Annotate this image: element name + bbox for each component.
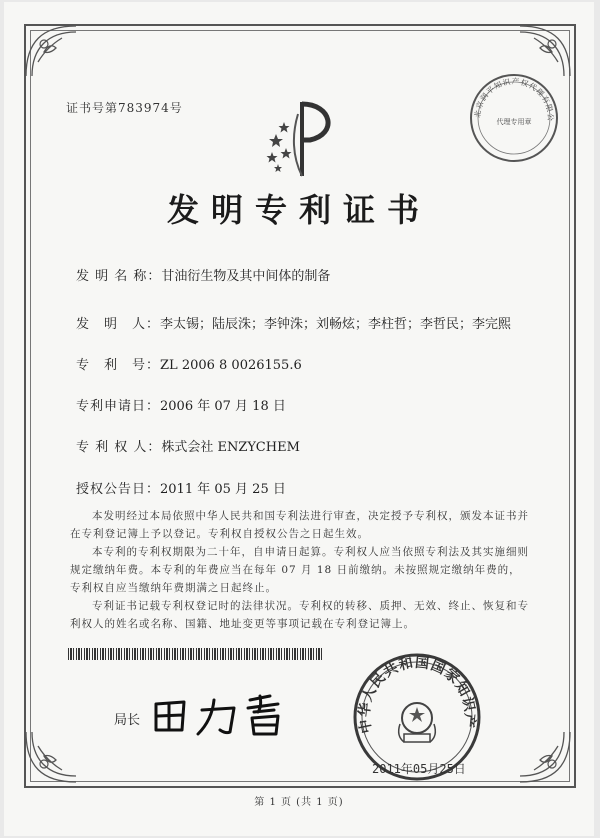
field-label: 专 利 号： xyxy=(76,358,161,373)
body-paragraph: 本专利的专利权期限为二十年，自申请日起算。专利权人应当依照专利法及其实施细则规定缴纳年费。本专利的年费应当在每年 07 月 18 日前缴纳。未按照规定缴纳年费的，专利权自应当缴纳年费期满之日起终止。 xyxy=(70,546,529,594)
field-value: 2011 年 05 月 25 日 xyxy=(160,482,286,497)
field-label: 发 明 人： xyxy=(76,317,161,332)
certificate-title: 发明专利证书 xyxy=(166,191,431,229)
agency-seal-stamp xyxy=(468,72,560,164)
field-invention-name xyxy=(76,265,330,284)
field-grant-date xyxy=(76,478,286,497)
svg-text:中华人民共和国国家知识产权局: 中华人民共和国国家知识产 xyxy=(356,654,478,735)
field-value: 甘油衍生物及其中间体的制备 xyxy=(161,269,331,284)
page-number: 第 1 页 (共 1 页) xyxy=(254,797,344,808)
body-paragraph: 本发明经过本局依照中华人民共和国专利法进行审查，决定授予专利权，颁发本证书并在专利登记簿上予以登记。专利权自授权公告之日起生效。 xyxy=(70,510,529,540)
field-label: 发 明 名 称： xyxy=(76,269,162,284)
barcode-icon xyxy=(68,648,324,660)
seal-date: 2011年05月25日 xyxy=(372,762,466,776)
corner-ornament-icon xyxy=(22,22,80,80)
svg-text:北京润平知识产权代理有限公司: 北京润平知识产权代理有限公 xyxy=(472,76,556,122)
patent-office-emblem-icon xyxy=(262,94,342,184)
field-label: 授权公告日： xyxy=(76,482,161,497)
field-filing-date xyxy=(76,395,286,414)
field-inventors xyxy=(76,313,511,332)
field-patentee xyxy=(76,436,300,455)
field-patent-number xyxy=(76,354,302,373)
body-paragraph: 专利证书记载专利权登记时的法律状况。专利权的转移、质押、无效、终止、恢复和专利权人的姓名或名称、国籍、地址变更等事项记载在专利登记簿上。 xyxy=(70,600,529,630)
director-signature xyxy=(150,690,300,736)
corner-ornament-icon xyxy=(516,728,574,786)
certificate-number: 证书号第783974号 xyxy=(66,101,183,115)
field-label: 专 利 权 人： xyxy=(76,440,162,455)
certificate-page xyxy=(4,2,594,836)
field-label: 专利申请日： xyxy=(76,399,161,414)
svg-text:代理专用章: 代理专用章 xyxy=(496,118,532,126)
field-value: 李太锡；陆辰洙；李钟洙；刘畅炫；李柱哲；李哲民；李完熙 xyxy=(160,317,512,332)
director-label: 局长 xyxy=(114,713,141,728)
field-value: ZL 2006 8 0026155.6 xyxy=(160,358,302,373)
field-value: 2006 年 07 月 18 日 xyxy=(160,399,286,414)
field-value: 株式会社 ENZYCHEM xyxy=(161,440,300,455)
corner-ornament-icon xyxy=(22,728,80,786)
